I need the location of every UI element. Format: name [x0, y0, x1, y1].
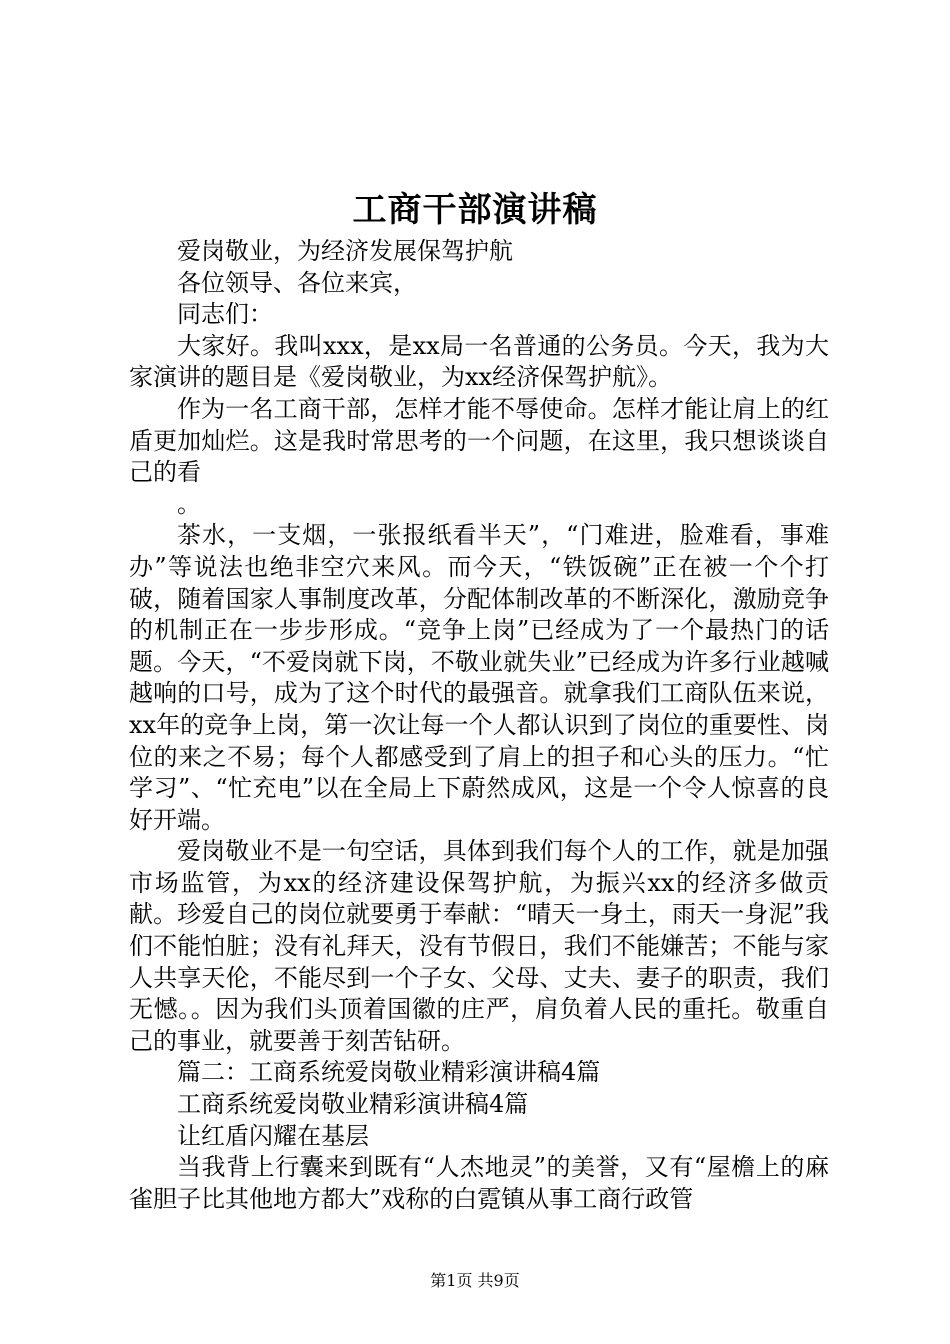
paragraph: 。 [177, 489, 201, 518]
page-number-footer: 第1页 共9页 [430, 1271, 520, 1290]
paragraph-salutation-guests: 各位领导、各位来宾， [177, 268, 417, 297]
speech-title: 让红盾闪耀在基层 [177, 1121, 369, 1150]
paragraph-salutation-comrades: 同志们： [177, 300, 273, 329]
paragraph: 当我背上行囊来到既有“人杰地灵”的美誉，又有“屋檐上的麻雀胆子比其他地方都大”戏称的白霓镇从事工商行政管 [129, 1153, 829, 1213]
section-heading: 篇二：工商系统爱岗敬业精彩演讲稿4篇 [177, 1058, 601, 1087]
paragraph: 大家好。我叫xxx，是xx局一名普通的公务员。今天，我为大家演讲的题目是《爱岗敬业，为xx经济保驾护航》。 [129, 331, 829, 392]
section-subheading: 工商系统爱岗敬业精彩演讲稿4篇 [177, 1090, 529, 1119]
paragraph: 作为一名工商干部，怎样才能不辱使命。怎样才能让肩上的红盾更加灿烂。这是我时常思考的一个问题，在这里，我只想谈谈自己的看 [129, 394, 829, 487]
paragraph: 茶水，一支烟，一张报纸看半天”，“门难进，脸难看，事难办”等说法也绝非空穴来风。而今天，“铁饭碗”正在被一个个打破，随着国家人事制度改革，分配体制改革的不断深化，激励竞争的机制正在一步步形成。“竞争上岗”已经成为了一个最热门的话题。今天，“不爱岗就下岗，不敬业就失业”已经成为许多行业越喊越响的口号，成为了这个时代的最强音。就拿我们工商队伍来说，xx年的竞争上岗，第一次让每一个人都认识到了岗位的重要性、岗位的来之不易；每个人都感受到了肩上的担子和心头的压力。“忙学习”、“忙充电”以在全局上下蔚然成风，这是一个令人惊喜的良好开端。 [129, 521, 829, 834]
paragraph: 爱岗敬业不是一句空话，具体到我们每个人的工作，就是加强市场监管，为xx的经济建设保驾护航，为振兴xx的经济多做贡献。珍爱自己的岗位就要勇于奉献：“晴天一身土，雨天一身泥”我们不能怕脏；没有礼拜天，没有节假日，我们不能嫌苦；不能与家人共享天伦，不能尽到一个子女、父母、丈夫、妻子的职责，我们无憾。。因为我们头顶着国徽的庄严，肩负着人民的重托。敬重自己的事业，就要善于刻苦钻研。 [129, 837, 829, 1055]
paragraph-subtitle: 爱岗敬业，为经济发展保驾护航 [177, 237, 513, 265]
document-body [129, 236, 829, 1215]
document-title: 工商干部演讲稿 [352, 190, 598, 230]
